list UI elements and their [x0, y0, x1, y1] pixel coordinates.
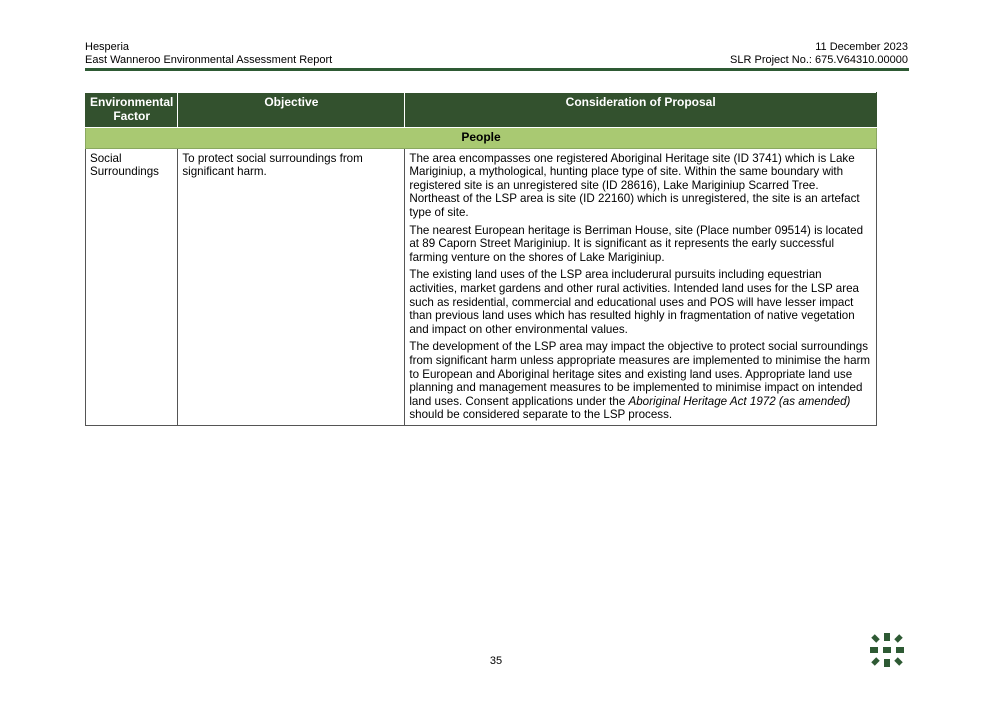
consideration-cell	[405, 148, 877, 425]
header-divider	[85, 68, 909, 71]
table-header-row	[86, 93, 877, 128]
column-header-consideration: Consideration of Proposal	[405, 93, 877, 128]
final-text-after: should be considered separate to the LSP process.	[409, 408, 673, 422]
slr-logo-icon	[870, 633, 904, 667]
section-title: People	[86, 128, 877, 149]
column-header-factor: Environmental Factor	[86, 93, 178, 128]
header-report-title: East Wanneroo Environmental Assessment Report	[85, 54, 333, 66]
table-row	[86, 148, 877, 425]
factor-cell: Social Surroundings	[86, 148, 178, 425]
consideration-paragraph-final	[409, 340, 872, 422]
consideration-paragraph: The nearest European heritage is Berriman House, site (Place number 09514) is located at 89 Caporn Street Mariginiup. It is significant as it represents the early successful farming venture on the shores of Lake Mariginiup.	[409, 223, 864, 264]
header-date: 11 December 2023	[815, 41, 908, 53]
final-text-before: The development of the LSP area may impact the objective to protect social surroundings from significant harm unless appropriate measures are implemented to minimise the harm to European and Aboriginal heritage sites and existing land uses. Appropriate land use planning and management measures to be implemented to minimise impact on intended land uses. Consent applications under the	[409, 340, 871, 408]
header-left	[85, 41, 332, 67]
assessment-table	[85, 92, 877, 426]
act-name: Aboriginal Heritage Act 1972 (as amended)	[628, 394, 851, 408]
section-row	[86, 128, 877, 149]
column-header-objective: Objective	[178, 93, 405, 128]
objective-cell: To protect social surroundings from significant harm.	[178, 148, 405, 425]
header-project-no: SLR Project No.: 675.V64310.00000	[730, 54, 908, 66]
header-right	[730, 41, 908, 67]
page-number: 35	[489, 655, 503, 667]
consideration-paragraph: The existing land uses of the LSP area includerural pursuits including equestrian activities, market gardens and other rural activities. Intended land uses for the LSP area such as residential, commercial and educational uses and POS will have lesser impact than previous land uses which has resulted highly in fragmentation of native vegetation and impact on other environmental values.	[409, 268, 859, 336]
consideration-paragraph: The area encompasses one registered Aboriginal Heritage site (ID 3741) which is Lake Mariginiup, a mythological, hunting place type of site. Within the same boundary with registered site is an unregistered site (ID 28616), Lake Mariginiup Scarred Tree. Northeast of the LSP area is site (ID 22160) which is unregistered, the site is an artefact type of site.	[409, 151, 860, 219]
header-client: Hesperia	[85, 41, 130, 53]
